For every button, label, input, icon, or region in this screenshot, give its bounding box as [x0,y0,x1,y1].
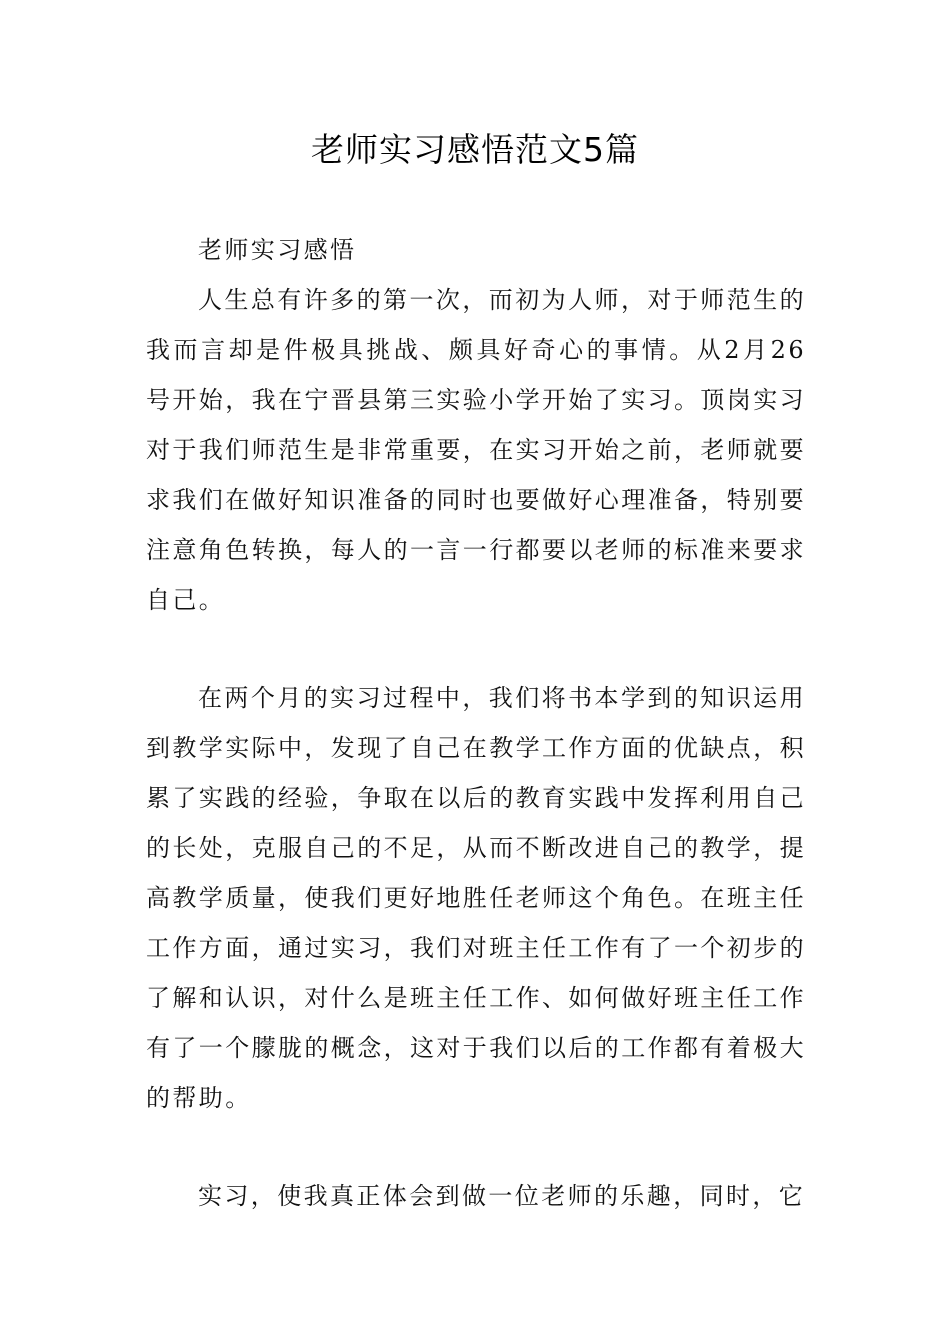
section-heading-text: 老师实习感悟 [198,236,357,264]
paragraph-text: 在两个月的实习过程中，我们将书本学到的知识运用到教学实际中，发现了自己在教学工作方面的优缺点，积累了实践的经验，争取在以后的教育实践中发挥利用自己的长处，克服自己的不足，从而不断改进自己的教学，提高教学质量，使我们更好地胜任老师这个角色。在班主任工作方面，通过实习，我们对班主任工作有了一个初步的了解和认识，对什么是班主任工作、如何做好班主任工作有了一个朦胧的概念，这对于我们以后的工作都有着极大的帮助。 [146,684,806,1112]
paragraph-text: 人生总有许多的第一次，而初为人师，对于师范生的我而言却是件极具挑战、颇具好奇心的事情。从2月26号开始，我在宁晋县第三实验小学开始了实习。顶岗实习对于我们师范生是非常重要，在实习开始之前，老师就要求我们在做好知识准备的同时也要做好心理准备，特别要注意角色转换，每人的一言一行都要以老师的标准来要求自己。 [146,286,806,614]
paragraph-2 [146,673,806,1123]
paragraph-text: 实习，使我真正体会到做一位老师的乐趣，同时，它 [198,1182,806,1210]
section-heading [146,225,806,275]
paragraph-3 [146,1171,806,1221]
document-title: 老师实习感悟范文5篇 [311,130,639,169]
paragraph-1 [146,275,806,625]
